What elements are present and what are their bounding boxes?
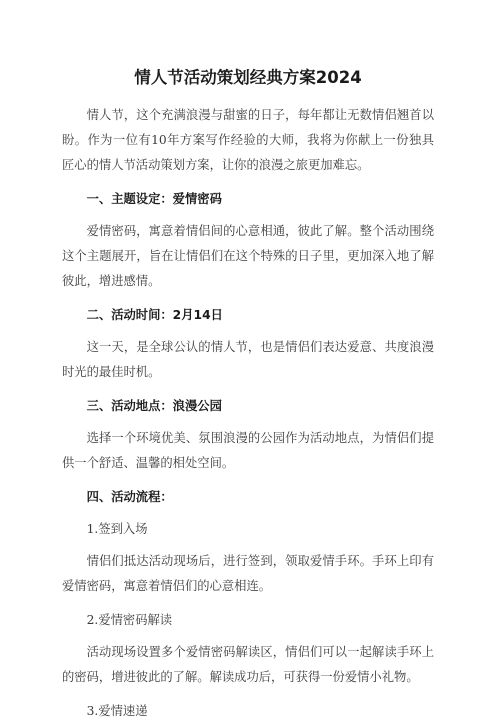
intro-paragraph: 情人节，这个充满浪漫与甜蜜的日子，每年都让无数情侣翘首以盼。作为一位有10年方案写作经验的大师，我将为你献上一份独具匠心的情人节活动策划方案，让你的浪漫之旅更加难忘。 (62, 108, 434, 172)
step-label-express: 3.爱情速递 (86, 704, 148, 718)
section-heading-process: 四、活动流程： (86, 490, 173, 504)
section-heading-time: 二、活动时间：2月14日 (86, 308, 223, 322)
document-title: 情人节活动策划经典方案2024 (134, 68, 362, 87)
step-label-decode: 2.爱情密码解读 (86, 613, 173, 627)
section-text-location: 选择一个环境优美、氛围浪漫的公园作为活动地点，为情侣们提供一个舒适、温馨的相处空间。 (62, 431, 434, 470)
section-text-theme: 爱情密码，寓意着情侣间的心意相通，彼此了解。整个活动围绕这个主题展开，旨在让情侣们在这个特殊的日子里，更加深入地了解彼此，增进感情。 (62, 224, 434, 288)
section-heading-theme: 一、主题设定：爱情密码 (86, 192, 222, 206)
step-label-checkin: 1.签到入场 (86, 522, 148, 536)
section-heading-location: 三、活动地点：浪漫公园 (86, 399, 222, 413)
step-text-decode: 活动现场设置多个爱情密码解读区，情侣们可以一起解读手环上的密码，增进彼此的了解。解读成功后，可获得一份爱情小礼物。 (62, 645, 434, 684)
step-text-checkin: 情侣们抵达活动现场后，进行签到，领取爱情手环。手环上印有爱情密码，寓意着情侣们的心意相连。 (62, 554, 434, 593)
section-text-time: 这一天，是全球公认的情人节，也是情侣们表达爱意、共度浪漫时光的最佳时机。 (62, 340, 434, 379)
